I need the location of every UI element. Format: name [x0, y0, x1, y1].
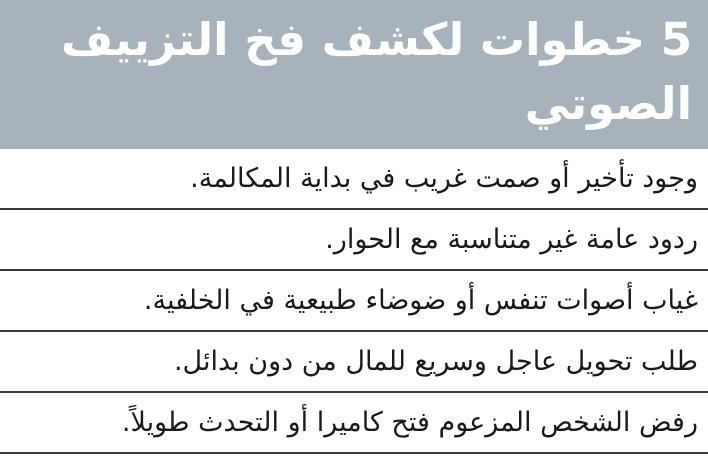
step-text: طلب تحويل عاجل وسريع للمال من دون بدائل. — [173, 346, 698, 377]
title-line-1: 5 خطوات لكشف فخ التزييف — [61, 13, 692, 66]
page-title — [16, 8, 692, 136]
list-item — [0, 271, 708, 332]
list-item — [0, 393, 708, 454]
title-line-2: الصوتي — [524, 77, 692, 130]
list-item — [0, 149, 708, 210]
step-text: رفض الشخص المزعوم فتح كاميرا أو التحدث طويلاً. — [121, 407, 698, 438]
list-item — [0, 210, 708, 271]
step-text: غياب أصوات تنفس أو ضوضاء طبيعية في الخلفية. — [143, 285, 698, 316]
step-text: ردود عامة غير متناسبة مع الحوار. — [325, 224, 698, 255]
header-banner — [0, 0, 708, 149]
step-text: وجود تأخير أو صمت غريب في بداية المكالمة. — [190, 163, 698, 194]
steps-list — [0, 149, 708, 454]
list-item — [0, 332, 708, 393]
